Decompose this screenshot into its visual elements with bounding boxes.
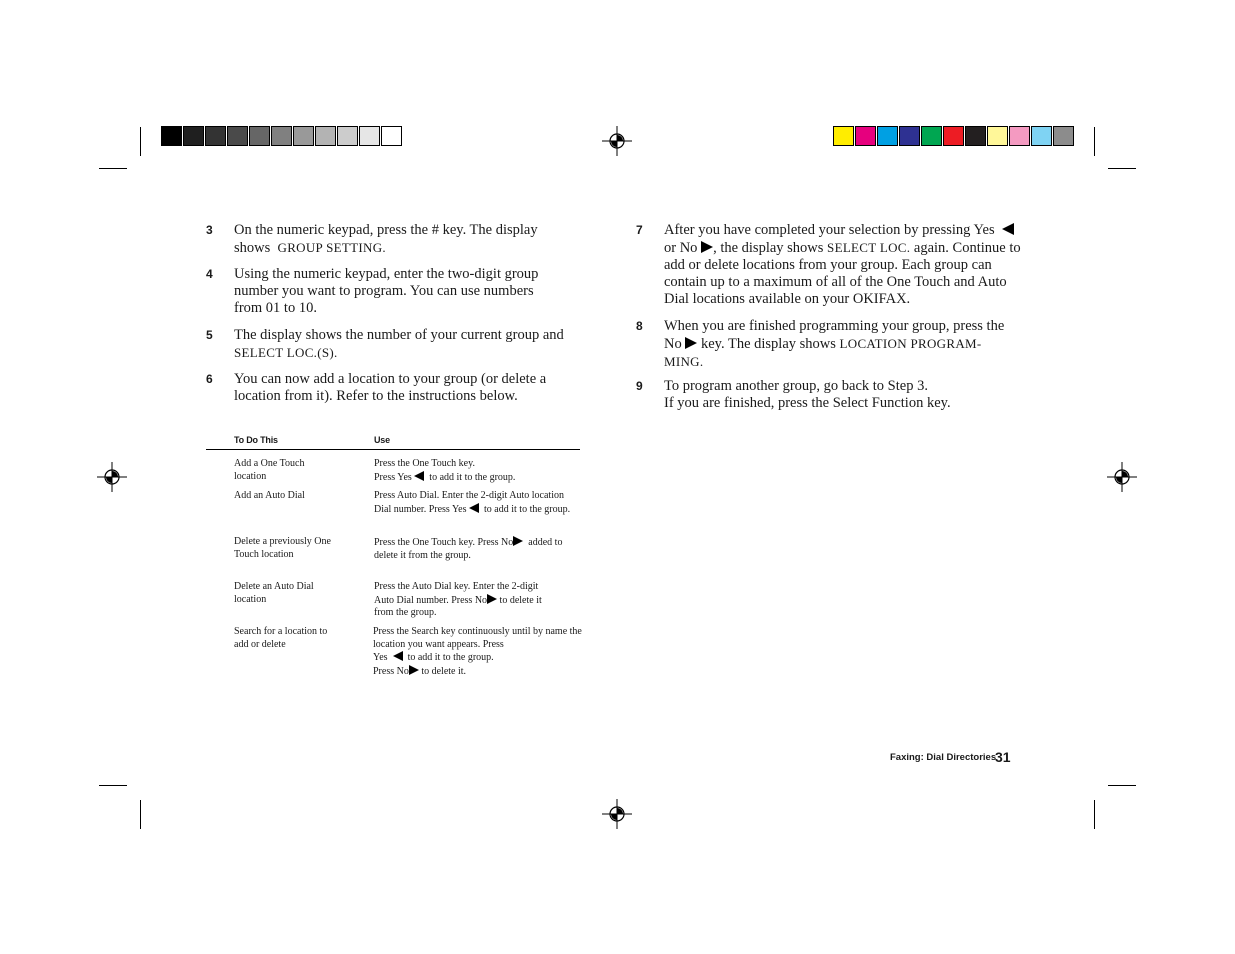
step-text: You can now add a location to your group (or delete a location from it). Refer to the instructions below. <box>234 371 547 404</box>
color-swatch <box>877 126 898 146</box>
step-text: After you have completed your selection by pressing Yes or No , the display shows SELECT LOC. again. Continue to add or delete locations from your group. Each group can contain up to a maximum of all of the One Touch and Auto Dial locations available on your OKIFAX. <box>664 222 1021 307</box>
running-footer-section: Faxing: Dial Directories <box>890 752 997 763</box>
registration-mark-icon <box>97 462 127 492</box>
color-swatch <box>1053 126 1074 146</box>
step-number: 8 <box>636 319 643 333</box>
color-swatch <box>899 126 920 146</box>
row-action: Add an Auto Dial <box>234 490 305 501</box>
step-text: To program another group, go back to Step 3. If you are finished, press the Select Function key. <box>664 378 951 411</box>
step-number: 5 <box>206 328 213 342</box>
no-arrow-icon <box>701 241 713 253</box>
row-action: Search for a location to add or delete <box>234 626 328 650</box>
step-number: 7 <box>636 223 643 237</box>
process-color-bar <box>833 126 1074 146</box>
color-swatch <box>965 126 986 146</box>
display-text: SELECT LOC.(S). <box>234 345 338 360</box>
color-swatch <box>987 126 1008 146</box>
color-swatch <box>293 126 314 146</box>
grayscale-color-bar <box>161 126 402 146</box>
color-swatch <box>381 126 402 146</box>
registration-mark-icon <box>1107 462 1137 492</box>
registration-mark-icon <box>602 799 632 829</box>
row-use: Press the Search key continuously until by name the location you want appears. Press Yes to add it to the group. Press No to delete it. <box>373 626 582 677</box>
yes-arrow-icon <box>1002 223 1014 235</box>
crop-mark <box>1108 168 1136 169</box>
step-text: When you are finished programming your group, press the No key. The display shows LOCATION PROGRAM-MING. <box>664 318 1005 369</box>
row-use: Press the Auto Dial key. Enter the 2-digit Auto Dial number. Press No to delete it from the group. <box>374 581 542 618</box>
no-arrow-icon <box>487 594 497 604</box>
color-swatch <box>337 126 358 146</box>
color-swatch <box>1031 126 1052 146</box>
color-swatch <box>855 126 876 146</box>
color-swatch <box>183 126 204 146</box>
color-swatch <box>359 126 380 146</box>
row-action: Add a One Touch location <box>234 458 305 482</box>
step-text: Using the numeric keypad, enter the two-digit group number you want to program. You can use numbers from 01 to 10. <box>234 266 539 316</box>
crop-mark <box>1108 785 1136 786</box>
color-swatch <box>161 126 182 146</box>
no-arrow-icon <box>685 337 697 349</box>
display-text: LOCATION PROGRAM-MING. <box>664 336 982 369</box>
step-number: 9 <box>636 379 643 393</box>
step-number: 6 <box>206 372 213 386</box>
color-swatch <box>227 126 248 146</box>
no-arrow-icon <box>409 665 419 675</box>
color-swatch <box>1009 126 1030 146</box>
row-action: Delete a previously One Touch location <box>234 536 331 560</box>
page-number: 31 <box>995 749 1011 765</box>
crop-mark <box>99 168 127 169</box>
step-number: 3 <box>206 223 213 237</box>
crop-mark <box>1094 127 1095 156</box>
row-use: Press the One Touch key. Press Yes to add it to the group. <box>374 458 516 483</box>
color-swatch <box>249 126 270 146</box>
no-arrow-icon <box>513 536 523 546</box>
crop-mark <box>140 800 141 829</box>
registration-mark-icon <box>602 126 632 156</box>
crop-mark <box>140 127 141 156</box>
row-action: Delete an Auto Dial location <box>234 581 314 605</box>
color-swatch <box>833 126 854 146</box>
step-text: On the numeric keypad, press the # key. The display shows GROUP SETTING. <box>234 222 538 256</box>
yes-arrow-icon <box>469 503 479 513</box>
crop-mark <box>99 785 127 786</box>
yes-arrow-icon <box>393 651 403 661</box>
table-header-use: Use <box>374 435 390 445</box>
row-use: Press the One Touch key. Press No added to delete it from the group. <box>374 537 563 561</box>
row-use: Press Auto Dial. Enter the 2-digit Auto location Dial number. Press Yes to add it to the group. <box>374 490 571 515</box>
step-number: 4 <box>206 267 213 281</box>
table-header-action: To Do This <box>234 435 278 445</box>
color-swatch <box>921 126 942 146</box>
color-swatch <box>315 126 336 146</box>
color-swatch <box>205 126 226 146</box>
display-text: SELECT LOC. <box>827 240 911 255</box>
step-text: The display shows the number of your current group and SELECT LOC.(S). <box>234 327 564 360</box>
table-rule <box>206 449 580 450</box>
display-text: GROUP SETTING. <box>277 240 386 255</box>
color-swatch <box>271 126 292 146</box>
crop-mark <box>1094 800 1095 829</box>
color-swatch <box>943 126 964 146</box>
yes-arrow-icon <box>414 471 424 481</box>
